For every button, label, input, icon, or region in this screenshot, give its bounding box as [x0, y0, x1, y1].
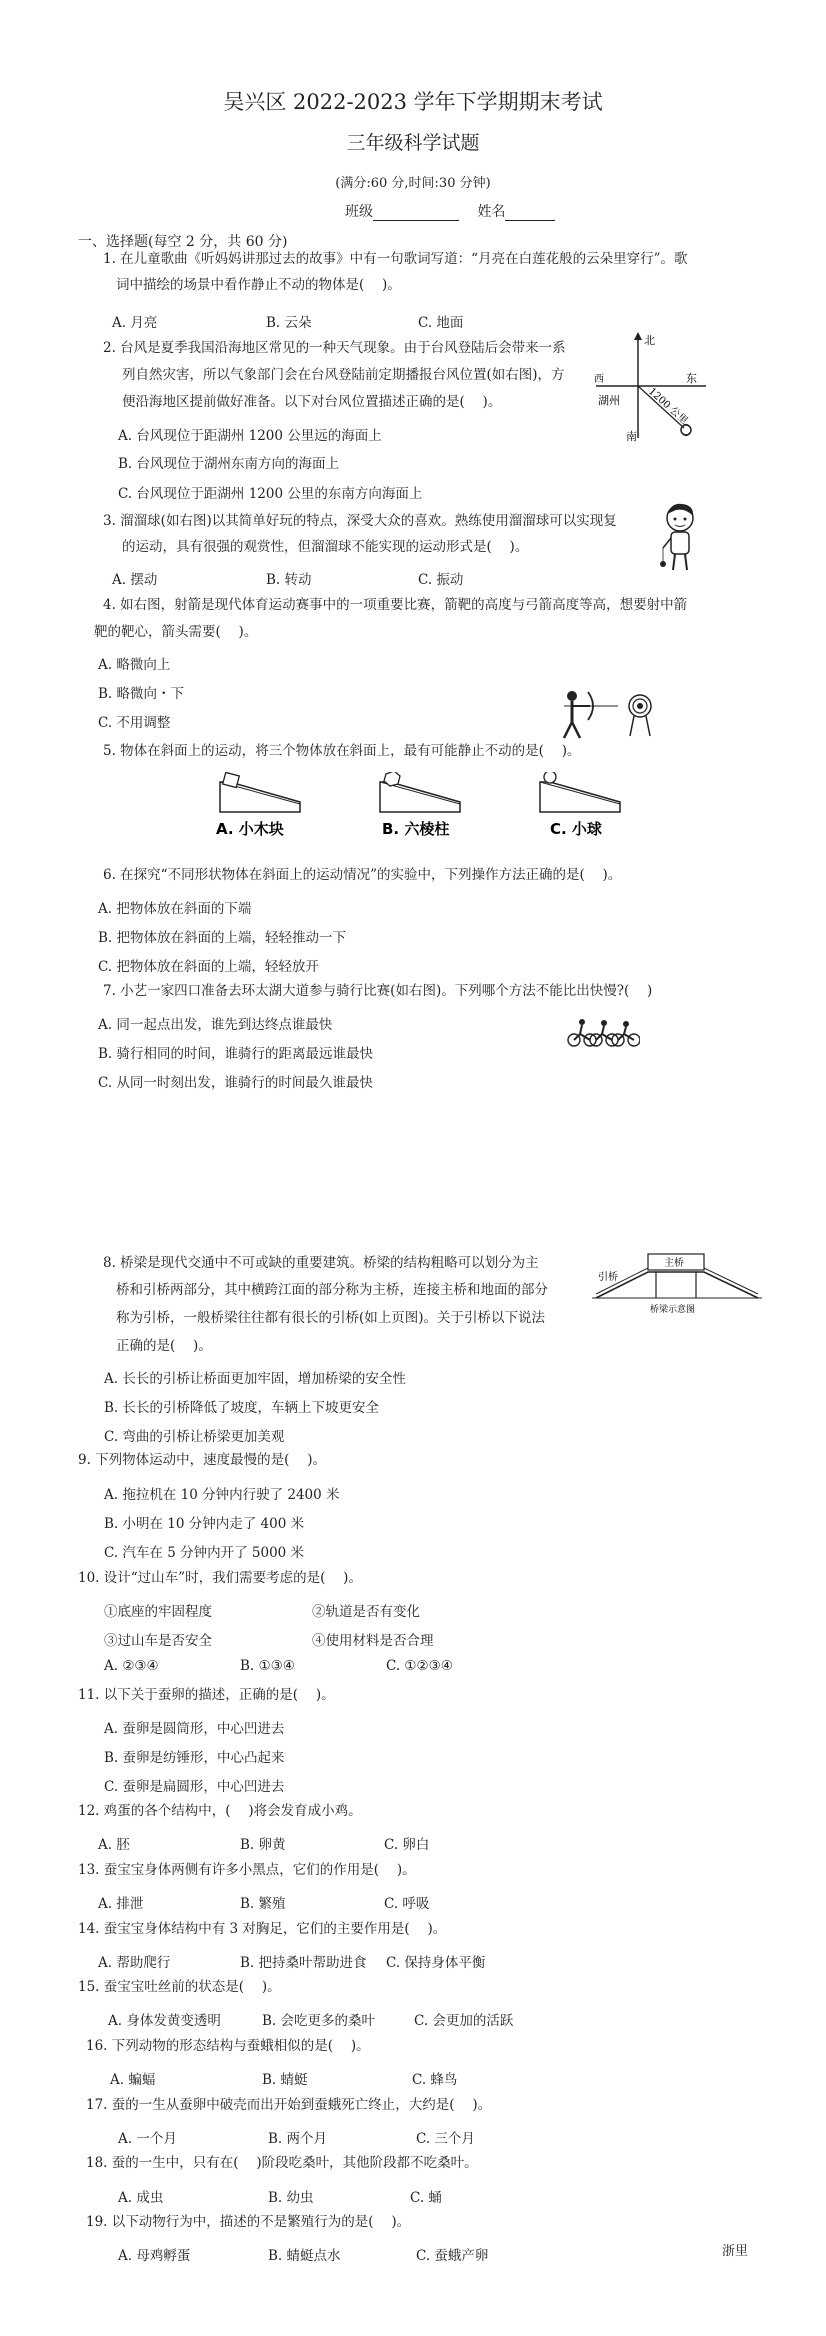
q7-option-a: A. 同一起点出发，谁先到达终点谁最快: [98, 1017, 333, 1033]
north-arrow-icon: [634, 332, 642, 340]
q16-option-c: C. 蜂鸟: [412, 2072, 458, 2088]
yoyo-boy-icon: [658, 500, 704, 575]
exam-title: 吴兴区 2022-2023 学年下学期期末考试: [223, 90, 603, 114]
q12-option-a: A. 胚: [98, 1837, 130, 1853]
q10-line1: 10. 设计“过山车”时，我们需要考虑的是( )。: [78, 1570, 362, 1586]
footer-mark: 浙里: [722, 2244, 749, 2259]
rider-head-icon: [623, 1021, 629, 1027]
q16-option-a: A. 蝙蝠: [110, 2072, 156, 2088]
q14-option-a: A. 帮助爬行: [98, 1955, 171, 1971]
q17-option-b: B. 两个月: [268, 2131, 328, 2147]
bridge-deck-line: [596, 1272, 758, 1298]
q15-option-a: A. 身体发黄变透明: [108, 2013, 221, 2029]
q18-option-b: B. 幼虫: [268, 2190, 314, 2206]
name-blank: [505, 206, 555, 221]
q3-option-a: A. 摆动: [112, 572, 158, 588]
typhoon-swirl-icon: [682, 425, 690, 436]
q13-option-a: A. 排泄: [98, 1896, 144, 1912]
boy-body-icon: [671, 532, 689, 554]
q9-option-a: A. 拖拉机在 10 分钟内行驶了 2400 米: [104, 1487, 340, 1503]
q16-line1: 16. 下列动物的形态结构与蚕蛾相似的是( )。: [86, 2038, 370, 2054]
q2-option-b: B. 台风现位于湖州东南方向的海面上: [118, 456, 340, 472]
boy-eye-icon: [684, 518, 687, 521]
q3-line2: 的运动，具有很强的观赏性，但溜溜球不能实现的运动形式是( )。: [122, 539, 529, 555]
q2-line2: 列自然灾害，所以气象部门会在台风登陆前定期播报台风位置(如右图)，方: [122, 367, 565, 383]
class-label: 班级: [345, 204, 373, 220]
fig-north: 北: [644, 334, 655, 347]
q11-option-b: B. 蚕卵是纺锤形，中心凸起来: [104, 1750, 285, 1766]
q2-line3: 便沿海地区提前做好准备。以下对台风位置描述正确的是( )。: [122, 394, 502, 410]
class-name-line: [345, 201, 555, 221]
boy-leg-icon: [685, 554, 687, 570]
q4-option-a: A. 略微向上: [98, 657, 171, 673]
q17-option-a: A. 一个月: [118, 2131, 177, 2147]
q6-option-b: B. 把物体放在斜面的上端，轻轻推动一下: [98, 930, 347, 946]
q10-item-4: ④使用材料是否合理: [312, 1633, 434, 1649]
q13-option-c: C. 呼吸: [384, 1896, 430, 1912]
rider-head-icon: [579, 1019, 585, 1025]
q1-option-b: B. 云朵: [266, 315, 312, 331]
rider-body-icon: [574, 1025, 590, 1040]
q12-option-b: B. 卵黄: [240, 1837, 286, 1853]
q18-option-a: A. 成虫: [118, 2190, 164, 2206]
q10-option-c: C. ①②③④: [386, 1658, 453, 1674]
q6-option-c: C. 把物体放在斜面的上端，轻轻放开: [98, 959, 319, 975]
cycling-family-icon: [566, 1018, 640, 1048]
q9-line1: 9. 下列物体运动中，速度最慢的是( )。: [78, 1452, 326, 1468]
q13-option-b: B. 繁殖: [240, 1896, 286, 1912]
q9-option-b: B. 小明在 10 分钟内走了 400 米: [104, 1516, 305, 1532]
rider-head-icon: [601, 1020, 607, 1026]
q9-option-c: C. 汽车在 5 分钟内开了 5000 米: [104, 1545, 305, 1561]
q19-line1: 19. 以下动物行为中，描述的不是繁殖行为的是( )。: [86, 2214, 411, 2230]
archer-leg-icon: [572, 722, 580, 738]
q7-option-c: C. 从同一时刻出发，谁骑行的时间最久谁最快: [98, 1075, 373, 1091]
q15-option-b: B. 会吃更多的桑叶: [262, 2013, 376, 2029]
q8-line1: 8. 桥梁是现代交通中不可或缺的重要建筑。桥梁的结构粗略可以划分为主: [103, 1255, 539, 1271]
name-label: 姓名: [477, 204, 506, 220]
q15-line1: 15. 蚕宝宝吐丝前的状态是( )。: [78, 1979, 281, 1995]
fig-city: 湖州: [598, 394, 620, 407]
fig-approach-label: 引桥: [598, 1272, 618, 1283]
target-center-icon: [637, 703, 643, 709]
q5-line1: 5. 物体在斜面上的运动，将三个物体放在斜面上，最有可能静止不动的是( )。: [103, 743, 581, 759]
fig-west: 西: [594, 374, 604, 385]
q8-option-a: A. 长长的引桥让桥面更加牢固，增加桥梁的安全性: [104, 1371, 406, 1387]
rider-body-icon: [596, 1026, 612, 1040]
q1-line2: 词中描绘的场景中看作静止不动的物体是( )。: [116, 277, 401, 293]
boy-leg-icon: [673, 554, 675, 570]
slope-c-icon: [540, 782, 620, 812]
q1-line1: 1. 在儿童歌曲《听妈妈讲那过去的故事》中有一句歌词写道：“月亮在白莲花般的云朵里穿行”。歌: [103, 251, 688, 267]
q17-option-c: C. 三个月: [416, 2131, 475, 2147]
q18-line1: 18. 蚕的一生中，只有在( )阶段吃桑叶，其他阶段都不吃桑叶。: [86, 2155, 478, 2171]
fig-south: 南: [626, 430, 637, 443]
q16-option-b: B. 蜻蜓: [262, 2072, 308, 2088]
q14-option-b: B. 把持桑叶帮助进食: [240, 1955, 367, 1971]
exam-subtitle: 三年级科学试题: [346, 132, 480, 154]
small-ball-icon: [544, 772, 556, 783]
boy-arm-icon: [663, 538, 671, 548]
q12-option-c: C. 卵白: [384, 1837, 430, 1853]
q5-label-c: C. 小球: [550, 820, 602, 838]
q1-option-a: A. 月亮: [112, 315, 158, 331]
q5-label-a: A. 小木块: [216, 820, 284, 838]
q10-item-2: ②轨道是否有变化: [312, 1604, 420, 1620]
fig-east: 东: [686, 372, 697, 385]
q14-line1: 14. 蚕宝宝身体结构中有 3 对胸足，它们的主要作用是( )。: [78, 1921, 447, 1937]
q8-line3: 称为引桥，一般桥梁往往都有很长的引桥(如上页图)。关于引桥以下说法: [116, 1310, 546, 1326]
q4-option-b: B. 略微向・下: [98, 686, 185, 702]
q2-option-a: A. 台风现位于距湖州 1200 公里远的海面上: [118, 428, 382, 444]
yoyo-icon: [660, 561, 666, 567]
exam-info: (满分:60 分,时间:30 分钟): [335, 176, 491, 191]
q11-line1: 11. 以下关于蚕卵的描述，正确的是( )。: [78, 1687, 335, 1703]
q8-line4: 正确的是( )。: [116, 1338, 212, 1354]
q11-option-c: C. 蚕卵是扁圆形，中心凹进去: [104, 1779, 285, 1795]
bridge-diagram: [592, 1250, 762, 1316]
slope-b-icon: [380, 782, 460, 812]
target-stand-icon: [630, 716, 634, 736]
q3-option-b: B. 转动: [266, 572, 312, 588]
q19-option-c: C. 蚕蛾产卵: [416, 2248, 489, 2264]
q17-line1: 17. 蚕的一生从蚕卵中破壳而出开始到蚕蛾死亡终止，大约是( )。: [86, 2097, 492, 2113]
q7-line1: 7. 小艺一家四口准备去环太湖大道参与骑行比赛(如右图)。下列哪个方法不能比出快慢?( ): [103, 983, 653, 999]
q6-option-a: A. 把物体放在斜面的下端: [98, 901, 252, 917]
q12-line1: 12. 鸡蛋的各个结构中，( )将会发育成小鸡。: [78, 1803, 362, 1819]
q3-option-c: C. 振动: [418, 572, 464, 588]
q15-option-c: C. 会更加的活跃: [414, 2013, 514, 2029]
q2-option-c: C. 台风现位于距湖州 1200 公里的东南方向海面上: [118, 486, 423, 502]
archer-head-icon: [567, 691, 577, 701]
slope-objects-figure: [210, 772, 650, 842]
q4-line1: 4. 如右图，射箭是现代体育运动赛事中的一项重要比赛，箭靶的高度与弓箭高度等高，想要射中箭: [103, 597, 688, 613]
q4-line2: 靶的靶心，箭头需要( )。: [94, 624, 258, 640]
section-title: 一、选择题(每空 2 分，共 60 分): [78, 234, 288, 250]
q18-option-c: C. 蛹: [410, 2190, 442, 2206]
archery-figure: [552, 688, 662, 740]
rider-body-icon: [618, 1027, 634, 1040]
fig-bridge-caption: 桥梁示意图: [650, 1305, 696, 1315]
q8-option-b: B. 长长的引桥降低了坡度，车辆上下坡更安全: [104, 1400, 380, 1416]
boy-eye-icon: [674, 518, 677, 521]
q8-line2: 桥和引桥两部分，其中横跨江面的部分称为主桥，连接主桥和地面的部分: [116, 1282, 548, 1298]
q10-item-1: ①底座的牢固程度: [104, 1604, 212, 1620]
archer-leg-icon: [564, 722, 572, 738]
q10-option-b: B. ①③④: [240, 1658, 295, 1674]
q19-option-b: B. 蜻蜓点水: [268, 2248, 341, 2264]
q8-option-c: C. 弯曲的引桥让桥梁更加美观: [104, 1429, 285, 1445]
q5-label-b: B. 六棱柱: [382, 820, 450, 838]
q1-option-c: C. 地面: [418, 315, 464, 331]
q2-line1: 2. 台风是夏季我国沿海地区常见的一种天气现象。由于台风登陆后会带来一系: [103, 340, 566, 356]
q10-option-a: A. ②③④: [104, 1658, 159, 1674]
target-stand-icon: [646, 716, 650, 736]
q13-line1: 13. 蚕宝宝身体两侧有许多小黑点，它们的作用是( )。: [78, 1862, 416, 1878]
q19-option-a: A. 母鸡孵蛋: [118, 2248, 191, 2264]
fig-main-label: 主桥: [664, 1258, 684, 1269]
typhoon-position-figure: [586, 330, 716, 445]
q3-line1: 3. 溜溜球(如右图)以其简单好玩的特点，深受大众的喜欢。熟练使用溜溜球可以实现复: [103, 513, 617, 529]
q10-item-3: ③过山车是否安全: [104, 1633, 212, 1649]
q6-line1: 6. 在探究“不同形状物体在斜面上的运动情况”的实验中，下列操作方法正确的是( )。: [103, 867, 622, 883]
class-blank: [373, 206, 459, 221]
q4-option-c: C. 不用调整: [98, 715, 171, 731]
q14-option-c: C. 保持身体平衡: [386, 1955, 486, 1971]
fig-distance: 1200 公里: [645, 386, 690, 427]
q7-option-b: B. 骑行相同的时间，谁骑行的距离最远谁最快: [98, 1046, 374, 1062]
q11-option-a: A. 蚕卵是圆筒形，中心凹进去: [104, 1721, 285, 1737]
